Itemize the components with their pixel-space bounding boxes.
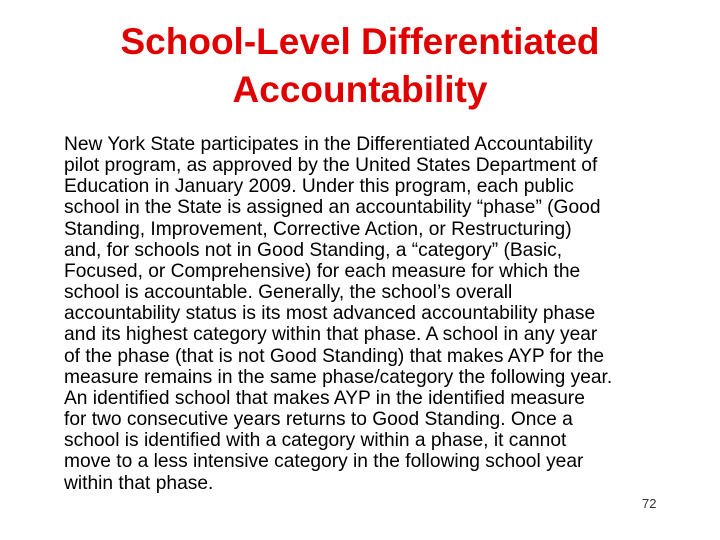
body-line: of the phase (that is not Good Standing) that makes AYP for the xyxy=(64,345,605,367)
body-line: and, for schools not in Good Standing, a “category” (Basic, xyxy=(64,239,563,261)
body-line: for two consecutive years returns to Good Standing. Once a xyxy=(64,409,573,431)
title-line: Accountability xyxy=(232,69,488,110)
body-line: New York State participates in the Differentiated Accountability xyxy=(64,134,593,155)
body-line: within that phase. xyxy=(64,472,214,494)
body-line: move to a less intensive category in the following school year xyxy=(64,451,584,473)
body-line: pilot program, as approved by the United States Department of xyxy=(64,155,598,177)
body-line: school is accountable. Generally, the school’s overall xyxy=(64,282,513,304)
slide-body-text xyxy=(64,134,714,494)
body-line: accountability status is its most advanced accountability phase xyxy=(64,303,596,325)
title-line: School-Level Differentiated xyxy=(120,21,600,62)
body-line: and its highest category within that phase. A school in any year xyxy=(64,324,598,346)
body-line: Education in January 2009. Under this program, each public xyxy=(64,176,574,198)
body-line: school is identified with a category within a phase, it cannot xyxy=(64,430,567,452)
body-line: An identified school that makes AYP in the identified measure xyxy=(64,387,585,409)
page-number: 72 xyxy=(642,496,657,511)
body-line: Standing, Improvement, Corrective Action, or Restructuring) xyxy=(64,218,572,240)
slide-title xyxy=(0,18,720,114)
body-line: school in the State is assigned an accountability “phase” (Good xyxy=(64,197,601,219)
body-line: Focused, or Comprehensive) for each measure for which the xyxy=(64,260,581,282)
body-line: measure remains in the same phase/category the following year. xyxy=(64,366,613,388)
